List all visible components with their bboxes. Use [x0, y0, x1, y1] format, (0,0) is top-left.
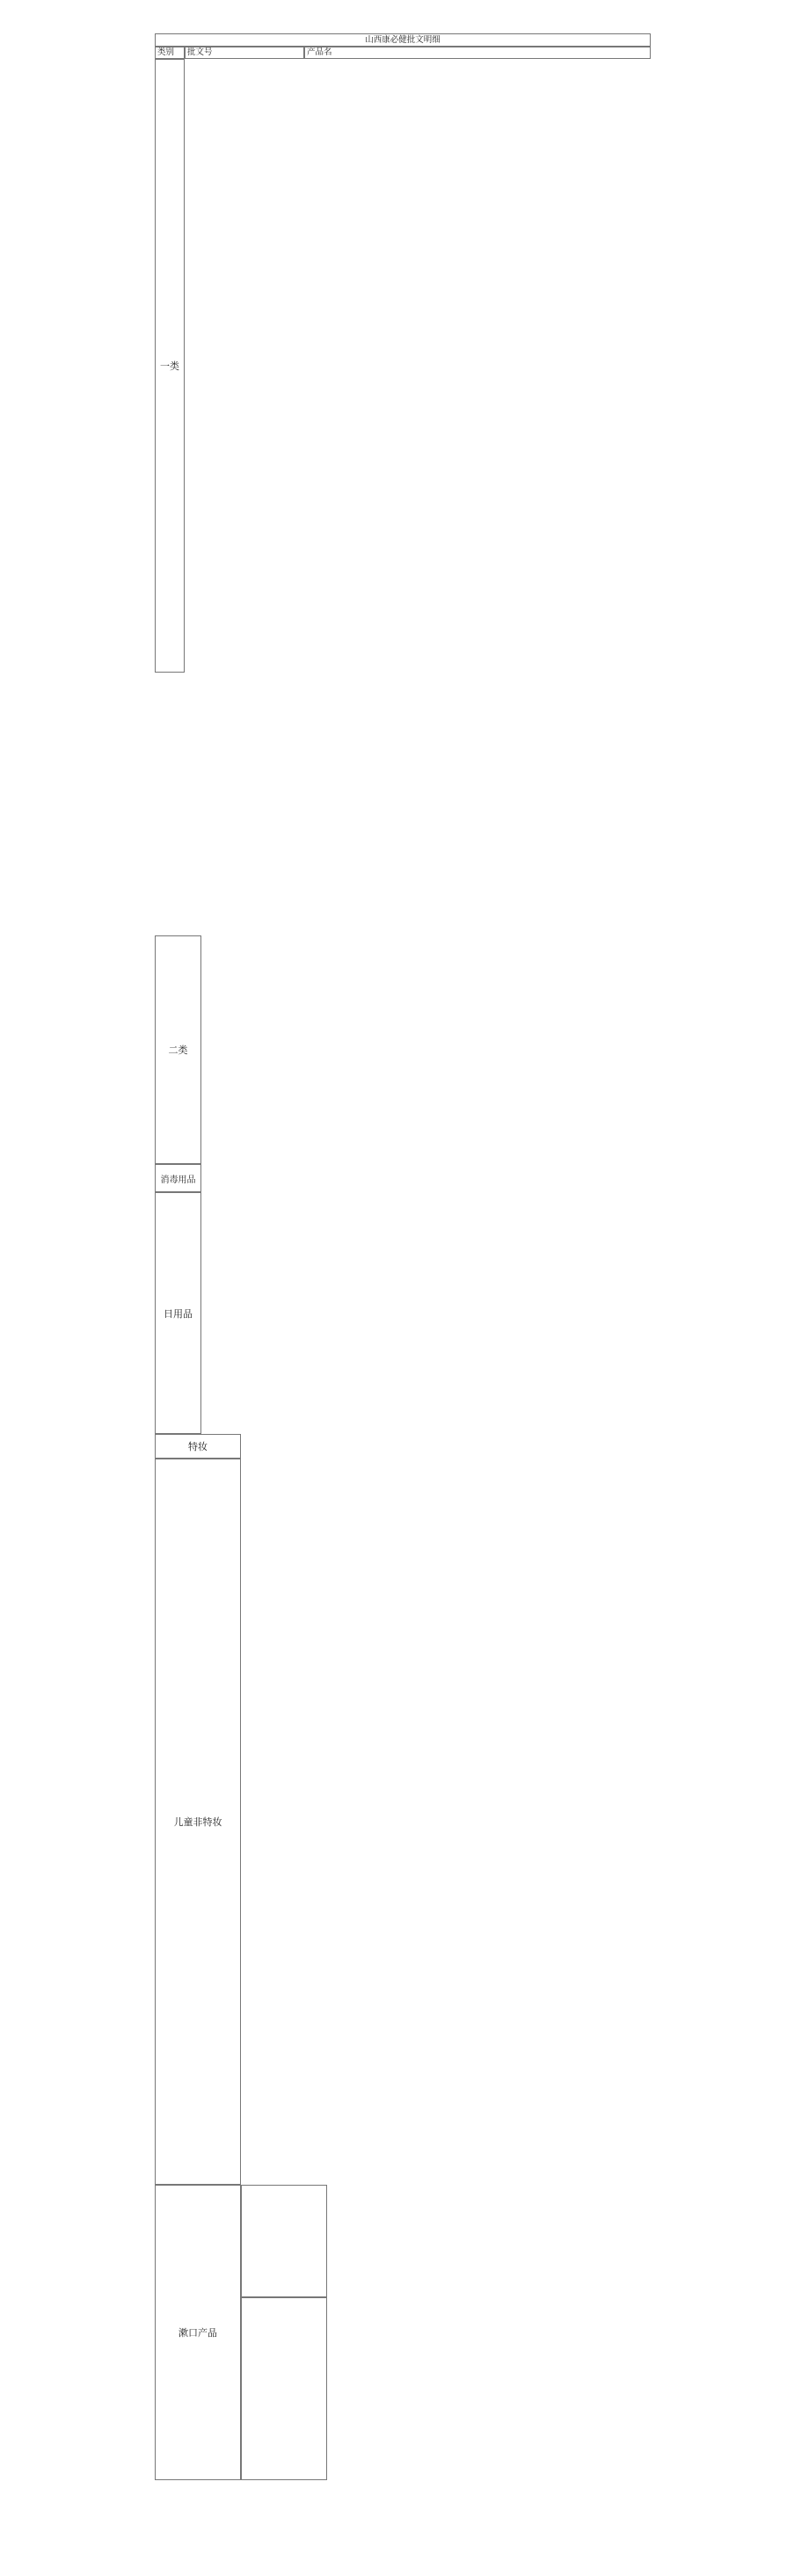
header-approval: 批文号 [185, 47, 304, 59]
header-product: 产品名 [304, 47, 651, 59]
table-title: 山西康必健批文明细 [155, 33, 651, 47]
category-daily: 日用品 [155, 1192, 201, 1434]
category-special: 特妆 [155, 1434, 241, 1459]
category-mouth: 漱口产品 [155, 2185, 241, 2480]
filler-mouth-approval [241, 2297, 327, 2480]
category-kids: 儿童非特妆 [155, 1459, 241, 2185]
category-class2: 二类 [155, 935, 201, 1164]
header-category: 类别 [155, 47, 185, 59]
category-class1: 一类 [155, 59, 185, 673]
category-disinfect: 消毒用品 [155, 1164, 201, 1192]
filler-kids-wash [241, 2185, 327, 2297]
